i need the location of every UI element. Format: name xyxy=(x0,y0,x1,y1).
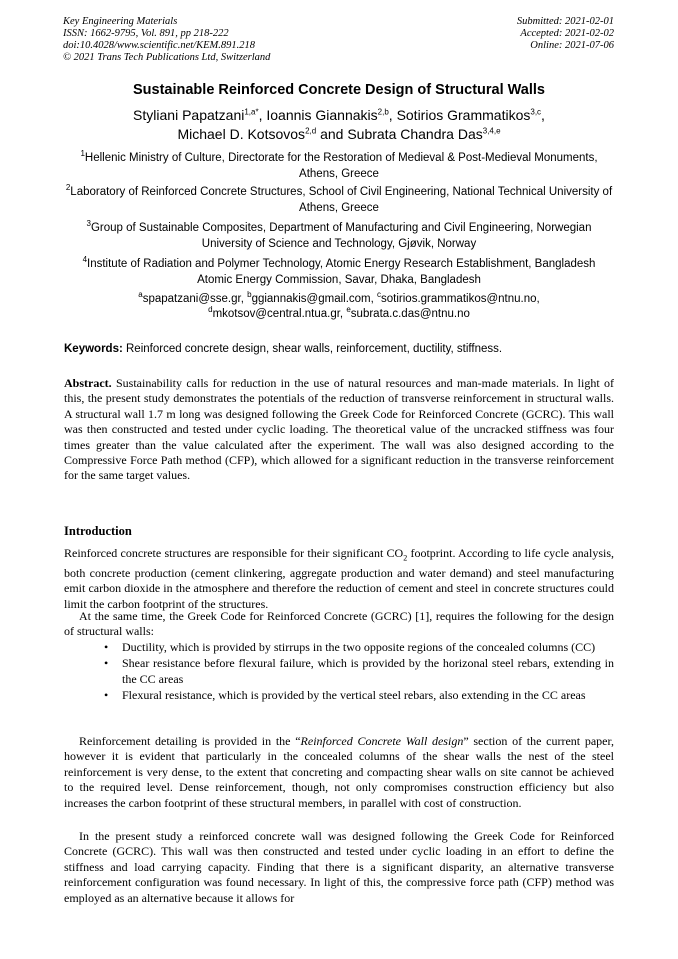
affiliation-4 xyxy=(64,256,614,288)
author-superscript: 2,b xyxy=(377,107,389,117)
paragraph-text: ” section of the current paper, however it is evident that particularly in the concealed columns of the shear walls the nest of the steel reinforcement is very dense, to the extent that concreting and compacting shear walls on site cannot be achieved to the required level. Dense reinforcement, though, not only compromises construction efficiency but also increases the carbon footprint of these structural members, in parallel with cost of construction. xyxy=(64,734,615,810)
affiliation-3 xyxy=(64,220,614,252)
email-address: sotirios.grammatikos@ntnu.no, xyxy=(381,293,540,305)
online-date: Online: 2021-07-06 xyxy=(530,40,614,51)
keywords-text: Reinforced concrete design, shear walls, reinforcement, ductility, stiffness. xyxy=(126,343,503,355)
keywords-label: Keywords: xyxy=(64,343,123,355)
intro-paragraph-4: In the present study a reinforced concrete wall was designed following the Greek Code for Reinforced Concrete (GCRC). This wall was then constructed and tested under cyclic loading in an effort to define the stiffness and load carrying capacity. Finding that there is a significant disparity, an alternative transverse reinforcement configuration was found necessary. In light of this, the compressive force path (CFP) method was employed as an alternative because it allows for xyxy=(64,829,614,905)
email-superscript: e xyxy=(346,305,351,315)
affiliation-text: Hellenic Ministry of Culture, Directorate for the Restoration of Medieval & Post-Medieval Monuments, Athens, Greece xyxy=(84,152,598,180)
abstract-label: Abstract. xyxy=(64,376,112,390)
email-superscript: a xyxy=(138,290,143,300)
intro-paragraph-3 xyxy=(64,734,614,811)
intro-paragraph-1 xyxy=(64,546,614,612)
journal-doi: doi:10.4028/www.scientific.net/KEM.891.218 xyxy=(63,40,255,51)
author-superscript: 2,d xyxy=(305,126,317,136)
author-superscript: 3,4,e xyxy=(482,126,501,136)
intro-paragraph-2: At the same time, the Greek Code for Reinforced Concrete (GCRC) [1], requires the following for the design of structural walls: xyxy=(64,609,614,639)
journal-header-right xyxy=(517,16,614,52)
affiliation-1 xyxy=(64,150,614,182)
journal-name: Key Engineering Materials xyxy=(63,16,178,27)
abstract-text: Sustainability calls for reduction in the use of natural resources and man-made materials. In light of this, the present study demonstrates the potentials of the reduction of transverse reinforcement in structural walls. A structural wall 1.7 m long was designed following the Greek Code for Reinforced Concrete (GCRC). This wall was then constructed and tested under cyclic loading. The theoretical value of the uncracked stiffness was four times greater than the value calculated after the experiment. The wall was also designed according to the Compressive Force Path method (CFP), which allowed for a significant reduction in the transverse reinforcement for the same target values. xyxy=(64,376,614,483)
journal-copyright: © 2021 Trans Tech Publications Ltd, Switzerland xyxy=(63,52,271,63)
email-address: subrata.c.das@ntnu.no xyxy=(350,308,470,320)
paper-title: Sustainable Reinforced Concrete Design of Structural Walls xyxy=(133,82,545,98)
bullet-marker: • xyxy=(104,688,109,703)
email-superscript: c xyxy=(377,290,382,300)
bullet-marker: • xyxy=(104,640,109,654)
affiliation-superscript: 2 xyxy=(65,183,71,193)
affiliation-text: Institute of Radiation and Polymer Technology, Atomic Energy Research Establishment, Bangladesh Atomic Energy Commission, Savar, Dhaka, Bangladesh xyxy=(87,258,596,286)
affiliation-text: Group of Sustainable Composites, Department of Manufacturing and Civil Engineering, Norwegian University of Science and Technology, Gjøvik, Norway xyxy=(90,222,592,250)
list-item-text: Flexural resistance, which is provided by the vertical steel rebars, also extending in the CC areas xyxy=(122,688,586,703)
paragraph-text: Reinforcement detailing is provided in the “ xyxy=(79,734,301,748)
email-address: spapatzani@sse.gr, xyxy=(142,293,244,305)
bullet-marker: • xyxy=(104,656,109,671)
author-name: Michael D. Kotsovos xyxy=(177,126,306,142)
author-name: Subrata Chandra Das xyxy=(347,126,483,142)
section-reference: Reinforced Concrete Wall design xyxy=(300,734,464,748)
section-heading-introduction: Introduction xyxy=(64,524,132,538)
paragraph-text: Reinforced concrete structures are responsible for their significant CO xyxy=(64,546,404,560)
journal-issn: ISSN: 1662-9795, Vol. 891, pp 218-222 xyxy=(63,28,229,39)
author-superscript: 1,a* xyxy=(244,107,259,117)
author-superscript: 3,c xyxy=(530,107,542,117)
subscript: 2 xyxy=(403,553,408,563)
submitted-date: Submitted: 2021-02-01 xyxy=(516,16,614,27)
abstract-paragraph xyxy=(64,376,614,484)
email-superscript: b xyxy=(247,290,252,300)
keywords-line xyxy=(64,343,614,355)
list-item xyxy=(64,640,614,655)
email-address: mkotsov@central.ntua.gr, xyxy=(212,308,344,320)
affiliation-superscript: 4 xyxy=(82,255,88,265)
paragraph-text: footprint. According to life cycle analysis, both concrete production (cement clinkering, aggregate production and water demand) and steel manufacturing emit carbon dioxide in the atmosphere and therefore the reduction of cement and steel in concrete structures could limit the carbon footprint of the structures. xyxy=(64,546,614,611)
author-name: Ioannis Giannakis xyxy=(266,107,378,123)
email-superscript: d xyxy=(208,305,213,315)
requirements-list xyxy=(64,640,614,705)
author-emails xyxy=(64,292,614,322)
list-item xyxy=(64,656,614,687)
list-item-text: Ductility, which is provided by stirrups in the two opposite regions of the concealed columns (CC) xyxy=(122,640,596,654)
author-name: Styliani Papatzani xyxy=(133,107,245,123)
author-conjunction: and xyxy=(320,126,344,142)
author-list: Styliani Papatzani$^{1,a*}$, Ioannis Giannakis$^{2,b}$, Sotirios Grammatikos$^{3,c}$, Michael D. Kotsovos$^{2,d}$ and Subrata Chandra Das$^{3,4,e}$ xyxy=(133,107,545,142)
journal-header-left xyxy=(63,16,270,64)
affiliation-text: Laboratory of Reinforced Concrete Structures, School of Civil Engineering, National Technical University of Athens, Greece xyxy=(70,186,613,214)
list-item-text: Shear resistance before flexural failure, which is provided by the horizonal steel rebars, extending in the CC areas xyxy=(122,656,614,686)
email-address: ggiannakis@gmail.com, xyxy=(251,293,374,305)
accepted-date: Accepted: 2021-02-02 xyxy=(520,28,614,39)
affiliation-superscript: 1 xyxy=(80,149,85,159)
author-name: Sotirios Grammatikos xyxy=(396,107,531,123)
affiliation-2 xyxy=(64,184,614,216)
list-item xyxy=(64,688,614,703)
affiliation-superscript: 3 xyxy=(86,219,91,229)
